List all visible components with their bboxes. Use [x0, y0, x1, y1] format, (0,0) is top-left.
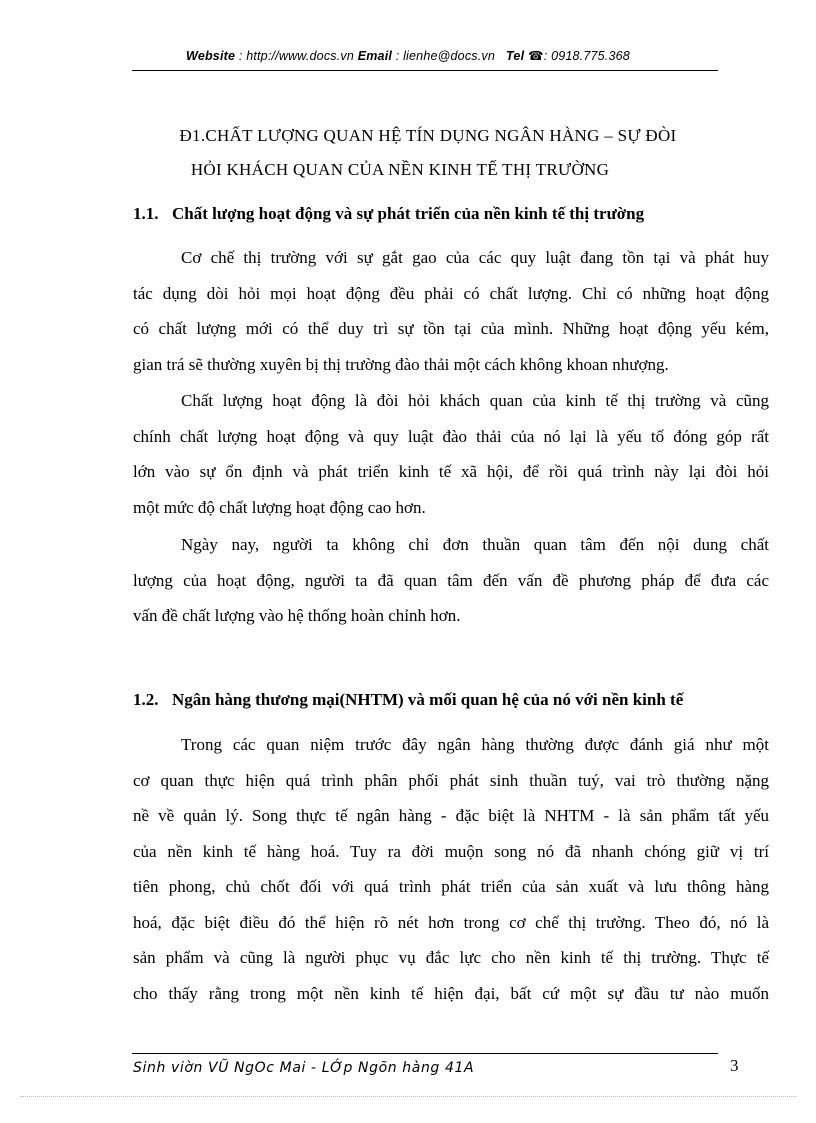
text-line: lượng của hoạt động, người ta đã quan tâm đến vấn đề phương pháp để đưa các [133, 570, 769, 590]
chapter-title-line-1: Đ1.CHẤT LƯỢNG QUAN HỆ TÍN DỤNG NGÂN HÀNG – SỰ ĐÒI [179, 126, 677, 145]
phone-icon: ☎ [527, 49, 544, 63]
footer-divider [132, 1053, 718, 1054]
text-line: cho thấy rằng trong một nền kinh tế hiện đại, bất cứ một sự đầu tư nào muốn [133, 983, 769, 1003]
section-heading-1-1 [133, 204, 644, 224]
paragraph [133, 240, 769, 382]
text-line: gian trá sẽ thường xuyên bị thị trường đào thải một cách không khoan nhượng. [133, 354, 669, 374]
text-line: lớn vào sự ổn định và phát triển kinh tế xã hội, để rồi quá trình này lại đòi hỏi [133, 462, 769, 481]
text-line: nề về quản lý. Song thực tế ngân hàng - đặc biệt là NHTM - là sản phẩm tất yếu [133, 806, 769, 825]
text-line: tiên phong, chủ chốt đối với quá trình phát triển của sản xuất và lưu thông hàng [133, 877, 769, 896]
section-title: Chất lượng hoạt động và sự phát triển của nền kinh tế thị trường [172, 204, 645, 223]
text-line: sản phẩm và cũng là người phục vụ đắc lực cho nền kinh tế thị trường. Thực tế [133, 948, 769, 967]
section-heading-1-2 [133, 690, 683, 710]
page-number: 3 [730, 1056, 739, 1075]
text-line: Ngày nay, người ta không chỉ đơn thuần quan tâm đến nội dung chất [181, 535, 769, 554]
text-line: vấn đề chất lượng vào hệ thống hoàn chỉnh hơn. [133, 606, 461, 625]
separator: : [392, 49, 404, 63]
text-line: Chất lượng hoạt động là đòi hỏi khách quan của kinh tế thị trường và cũng [181, 391, 769, 410]
text-line: của nền kinh tế hàng hoá. Tuy ra đời muộn song nó đã nhanh chóng giữ vị trí [133, 841, 769, 861]
section-title: Ngân hàng thương mại(NHTM) và mối quan hệ của nó với nền kinh tế [172, 690, 684, 709]
page-edge-divider [20, 1096, 796, 1097]
paragraph [133, 383, 769, 525]
text-line: cơ quan thực hiện quá trình phân phối phát sinh thuần tuý, vai trò thường nặng [133, 770, 769, 790]
paragraph [133, 527, 769, 634]
separator: : [235, 49, 247, 63]
text-line: hoá, đặc biệt điều đó thể hiện rõ nét hơn trong cơ chế thị trường. Theo đó, nó là [133, 912, 769, 932]
text-line: chính chất lượng hoạt động và quy luật đào thải của nó lại là yếu tố đóng góp rất [133, 426, 769, 446]
tel-value: : 0918.775.368 [543, 49, 630, 63]
email-label: Email [357, 49, 393, 63]
text-line: tác dụng dòi hỏi mọi hoạt động đều phải có chất lượng. Chỉ có những hoạt động [133, 283, 769, 303]
email-link[interactable]: lienhe@docs.vn [403, 49, 496, 63]
text-line: một mức độ chất lượng hoạt động cao hơn. [133, 497, 426, 517]
text-line: Trong các quan niệm trước đây ngân hàng thường được đánh giá như một [181, 735, 769, 754]
website-link[interactable]: http://www.docs.vn [246, 49, 354, 63]
section-number: 1.1. [133, 204, 159, 223]
section-number: 1.2. [133, 690, 159, 709]
chapter-title-line-2: HỎI KHÁCH QUAN CỦA NỀN KINH TẾ THỊ TRƯỜNG [190, 160, 610, 179]
text-line: Cơ chế thị trường với sự gắt gao của các quy luật đang tồn tại và phát huy [181, 248, 769, 267]
paragraph [133, 727, 769, 1011]
text-line: có chất lượng mới có thể duy trì sự tồn tại của mình. Những hoạt động yếu kém, [133, 319, 769, 338]
header-divider [132, 70, 718, 71]
footer-author: Sinh viờn VŨ NgOc Mai - LỚp Ngõn hàng 41A [133, 1060, 475, 1076]
page-header [0, 48, 816, 63]
website-label: Website [186, 49, 236, 63]
tel-label: Tel [506, 49, 525, 63]
